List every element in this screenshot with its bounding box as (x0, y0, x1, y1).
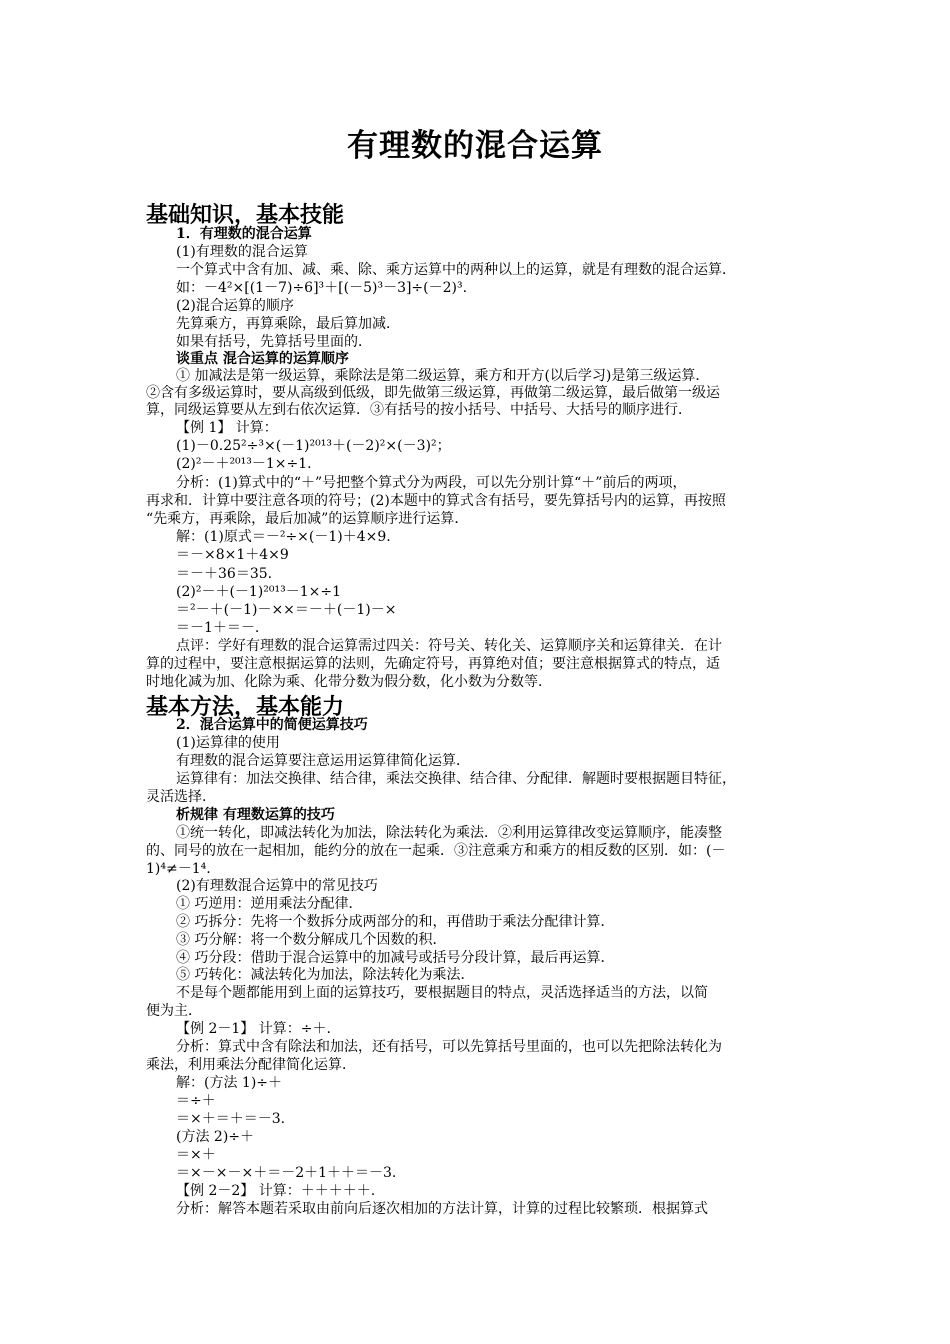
note-heading: 析规律 有理数运算的技巧 (176, 807, 335, 823)
text-line: 算，同级运算要从左到右依次运算．③有括号的按小括号、中括号、大括号的顺序进行． (146, 402, 692, 418)
analysis-line: 分析：算式中含有除法和加法，还有括号，可以先算括号里面的，也可以先把除法转化为 (176, 1039, 722, 1055)
formula-line: ＝×＋ (176, 1147, 216, 1163)
text-line: 不是每个题都能用到上面的运算技巧，要根据题目的特点，灵活选择适当的方法，以简 (176, 985, 708, 1001)
text-line: (1)运算律的使用 (176, 735, 280, 751)
text-line: (2)有理数混合运算中的常见技巧 (176, 878, 378, 894)
formula-line: (2)²－＋(－1)²⁰¹³－1×÷1 (176, 584, 341, 600)
formula-line: ＝×－×－×＋＝－2＋1＋＋＝－3. (176, 1165, 397, 1181)
solution-line: 解：(方法 1)÷＋ (176, 1075, 283, 1091)
formula-line: (2)²－＋²⁰¹³－1×÷1. (176, 456, 312, 472)
list-item: ① 巧逆用：逆用乘法分配律． (176, 896, 363, 912)
example-heading: 【例 1】 计算： (176, 420, 278, 436)
analysis-line: 分析：解答本题若采取由前向后逐次相加的方法计算，计算的过程比较繁琐．根据算式 (176, 1201, 708, 1217)
list-item: ③ 巧分解：将一个数分解成几个因数的积． (176, 932, 447, 948)
text-line: ① 加减法是第一级运算，乘除法是第二级运算，乘方和开方(以后学习)是第三级运算． (176, 368, 710, 384)
text-line: 再求和．计算中要注意各项的符号；(2)本题中的算式含有括号，要先算括号内的运算，再按照 (146, 493, 726, 509)
formula-line: ＝×＋＝＋＝－3. (176, 1111, 286, 1127)
list-item: ⑤ 巧转化：减法转化为加法，除法转化为乘法． (176, 967, 475, 983)
text-line: 的、同号的放在一起相加，能约分的放在一起乘．③注意乘方和乘方的相反数的区别．如：(－ (146, 843, 726, 859)
formula-line: (1)－0.25²÷³×(－1)²⁰¹³＋(－2)²×(－3)²； (176, 438, 451, 454)
text-line: (2)混合运算的顺序 (176, 298, 294, 314)
text-line: ②含有多级运算时，要从高级到低级，即先做第三级运算，再做第二级运算，最后做第一级运 (146, 385, 720, 401)
text-line: 灵活选择． (146, 789, 216, 805)
page-title: 有理数的混合运算 (347, 128, 603, 164)
formula-line: ＝－×8×1＋4×9 (176, 547, 289, 563)
text-line: 一个算式中含有加、减、乘、除、乘方运算中的两种以上的运算，就是有理数的混合运算． (176, 262, 736, 278)
formula-line: ＝÷＋ (176, 1093, 216, 1109)
text-line: 时地化减为加、化除为乘、化带分数为假分数，化小数为分数等． (146, 674, 552, 690)
solution-line: 解：(1)原式＝－²÷×(－1)＋4×9. (176, 529, 391, 545)
example-heading: 【例 2－2】 计算：＋＋＋＋＋. (176, 1183, 376, 1199)
text-line: 算的过程中，要注意根据运算的法则，先确定符号，再算绝对值；要注意根据算式的特点，适 (146, 656, 720, 672)
analysis-line: 分析：(1)算式中的“＋”号把整个算式分为两段，可以先分别计算“＋”前后的两项， (176, 475, 687, 491)
formula-line: 如：－4²×[(1－7)÷6]³＋[(－5)³－3]÷(－2)³. (176, 280, 468, 296)
formula-line: ＝²－＋(－1)－××＝－＋(－1)－× (176, 602, 397, 618)
text-line: (1)有理数的混合运算 (176, 244, 308, 260)
formula-line: ＝－1＋＝－. (176, 620, 260, 636)
list-item: ② 巧拆分：先将一个数拆分成两部分的和，再借助于乘法分配律计算． (176, 914, 615, 930)
comment-line: 点评：学好有理数的混合运算需过四关：符号关、转化关、运算顺序关和运算律关．在计 (176, 638, 722, 654)
text-line: 如果有括号，先算括号里面的． (176, 334, 372, 350)
text-line: “先乘方，再乘除，最后加减”的运算顺序进行运算． (146, 511, 469, 527)
example-heading: 【例 2－1】 计算：÷＋. (176, 1021, 331, 1037)
text-line: 便为主． (146, 1003, 202, 1019)
text-line: 1)⁴≠－1⁴. (146, 861, 211, 877)
formula-line: ＝－＋36＝35. (176, 566, 273, 582)
list-item: ④ 巧分段：借助于混合运算中的加减号或括号分段计算，最后再运算． (176, 950, 615, 966)
text-line: 乘法，利用乘法分配律简化运算． (146, 1057, 356, 1073)
text-line: ①统一转化，即减法转化为加法，除法转化为乘法．②利用运算律改变运算顺序，能凑整 (176, 825, 722, 841)
text-line: 有理数的混合运算要注意运用运算律简化运算． (176, 753, 470, 769)
section-heading: 基础知识，基本技能 (146, 203, 345, 228)
section-heading: 基本方法，基本能力 (146, 695, 345, 720)
text-line: 运算律有：加法交换律、结合律，乘法交换律、结合律、分配律．解题时要根据题目特征， (176, 771, 736, 787)
formula-line: (方法 2)÷＋ (176, 1129, 255, 1145)
text-line: 先算乘方，再算乘除，最后算加减． (176, 316, 400, 332)
note-heading: 谈重点 混合运算的运算顺序 (176, 351, 349, 367)
subsection-heading: 2．混合运算中的简便运算技巧 (176, 717, 368, 733)
subsection-heading: 1．有理数的混合运算 (176, 226, 312, 242)
